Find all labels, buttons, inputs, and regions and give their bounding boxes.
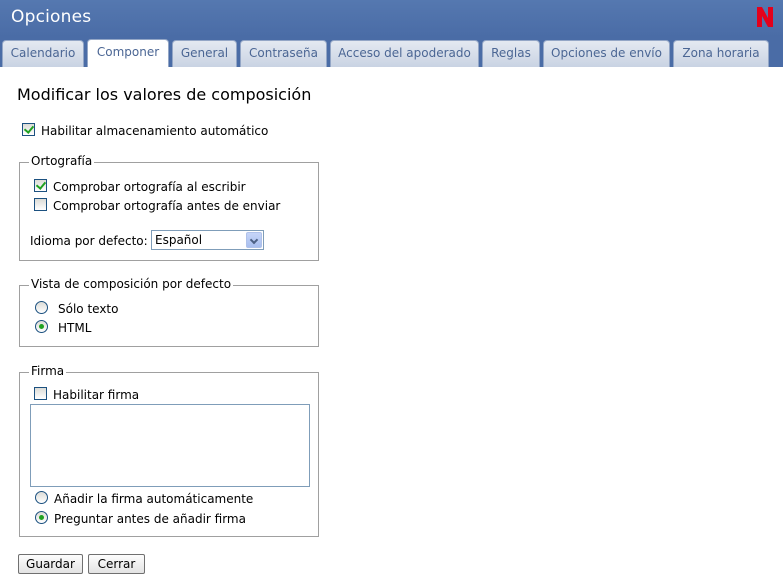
view-plain-text-radio[interactable] xyxy=(35,301,48,314)
signature-auto-label: Añadir la firma automáticamente xyxy=(54,492,254,506)
chevron-down-icon[interactable] xyxy=(246,232,262,248)
tab-opciones-envio[interactable]: Opciones de envío xyxy=(543,40,670,67)
tab-bar xyxy=(0,37,783,67)
tab-acceso-apoderado[interactable]: Acceso del apoderado xyxy=(330,40,479,67)
view-html-label: HTML xyxy=(58,321,92,335)
language-select[interactable] xyxy=(151,230,264,250)
tab-componer[interactable]: Componer xyxy=(87,39,169,67)
view-html-radio[interactable] xyxy=(35,320,48,333)
enable-signature-checkbox[interactable] xyxy=(34,387,47,400)
view-plain-text-label: Sólo texto xyxy=(58,302,119,316)
spell-check-send-label: Comprobar ortografía antes de enviar xyxy=(53,199,281,213)
close-button[interactable]: Cerrar xyxy=(88,554,145,574)
autosave-label: Habilitar almacenamiento automático xyxy=(41,124,269,138)
signature-ask-label: Preguntar antes de añadir firma xyxy=(54,512,246,526)
compose-view-legend: Vista de composición por defecto xyxy=(31,277,232,291)
tab-general[interactable]: General xyxy=(172,40,237,67)
language-value: Español xyxy=(155,233,203,247)
spell-check-typing-checkbox[interactable] xyxy=(34,179,47,192)
title-bar xyxy=(0,0,783,37)
spell-check-typing-label: Comprobar ortografía al escribir xyxy=(53,180,246,194)
signature-textarea[interactable] xyxy=(30,404,310,487)
autosave-checkbox[interactable] xyxy=(22,123,35,136)
signature-auto-radio[interactable] xyxy=(35,491,48,504)
signature-ask-radio[interactable] xyxy=(35,511,48,524)
enable-signature-label: Habilitar firma xyxy=(53,388,140,402)
compose-view-group xyxy=(19,277,319,347)
window-title: Opciones xyxy=(11,7,92,27)
tab-contrasena[interactable]: Contraseña xyxy=(240,40,327,67)
tab-reglas[interactable]: Reglas xyxy=(482,40,540,67)
save-button[interactable]: Guardar xyxy=(18,554,83,574)
spell-check-send-checkbox[interactable] xyxy=(34,198,47,211)
language-label: Idioma por defecto: xyxy=(30,234,148,248)
tab-calendario[interactable]: Calendario xyxy=(2,40,84,67)
page-title: Modificar los valores de composición xyxy=(17,85,312,104)
tab-zona-horaria[interactable]: Zona horaria xyxy=(673,40,769,67)
novell-logo-icon xyxy=(755,5,775,29)
spelling-legend: Ortografía xyxy=(31,154,93,168)
signature-legend: Firma xyxy=(31,364,65,378)
